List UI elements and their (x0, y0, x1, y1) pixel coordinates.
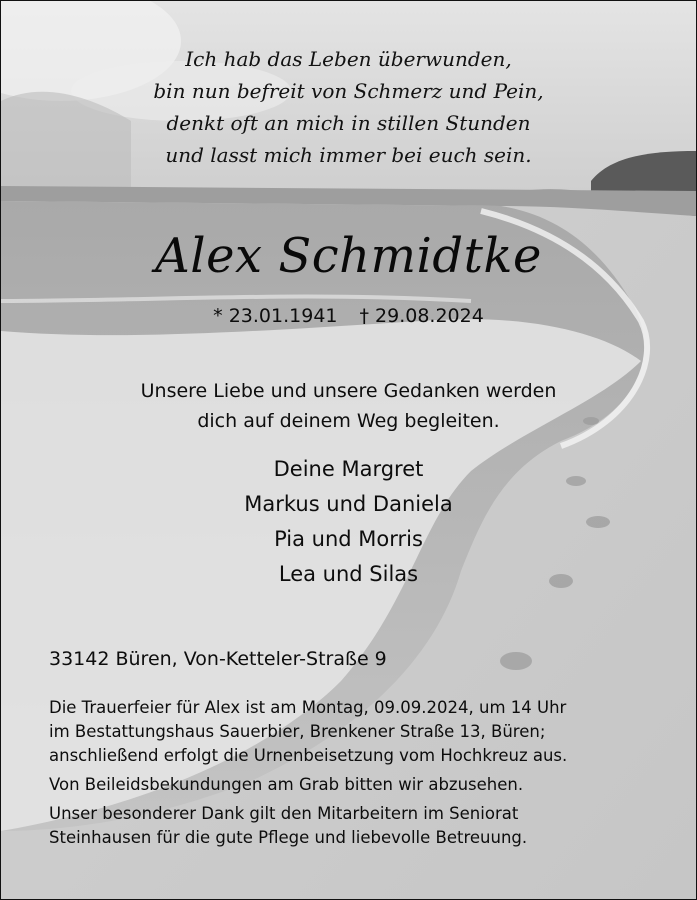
poem-line: denkt oft an mich in stillen Stunden (166, 111, 531, 135)
ceremony-notice (49, 696, 689, 768)
poem (1, 43, 696, 171)
family-mourners (1, 452, 696, 592)
verse-line: Unsere Liebe und unsere Gedanken werden (140, 380, 557, 402)
notice-line: anschließend erfolgt die Urnenbeisetzung vom Hochkreuz aus. (49, 746, 568, 765)
verse-line: dich auf deinem Weg begleiten. (197, 410, 500, 432)
family-address: 33142 Büren, Von-Ketteler-Straße 9 (49, 648, 387, 670)
notice-line: Steinhausen für die gute Pflege und liebevolle Betreuung. (49, 828, 528, 847)
mourner-name: Markus und Daniela (244, 492, 453, 516)
life-dates (1, 301, 696, 331)
notice-line: Von Beileidsbekundungen am Grab bitten wir abzusehen. (49, 775, 524, 794)
thanks-notice (49, 802, 689, 850)
farewell-verse (1, 376, 696, 436)
poem-line: und lasst mich immer bei euch sein. (165, 143, 532, 167)
notice-line: Die Trauerfeier für Alex ist am Montag, 09.09.2024, um 14 Uhr (49, 698, 567, 717)
mourner-name: Lea und Silas (278, 562, 419, 586)
condolence-notice (49, 773, 689, 797)
notice-line: im Bestattungshaus Sauerbier, Brenkener Straße 13, Büren; (49, 722, 546, 741)
mourner-name: Deine Margret (273, 457, 424, 481)
deceased-name: Alex Schmidtke (155, 228, 542, 284)
birth-date: * 23.01.1941 (213, 305, 338, 327)
mourner-name: Pia und Morris (274, 527, 423, 551)
poem-line: Ich hab das Leben überwunden, (185, 47, 512, 71)
notices (49, 696, 689, 855)
notice-line: Unser besonderer Dank gilt den Mitarbeitern im Seniorat (49, 804, 519, 823)
death-date: † 29.08.2024 (359, 305, 484, 327)
poem-line: bin nun befreit von Schmerz und Pein, (153, 79, 544, 103)
